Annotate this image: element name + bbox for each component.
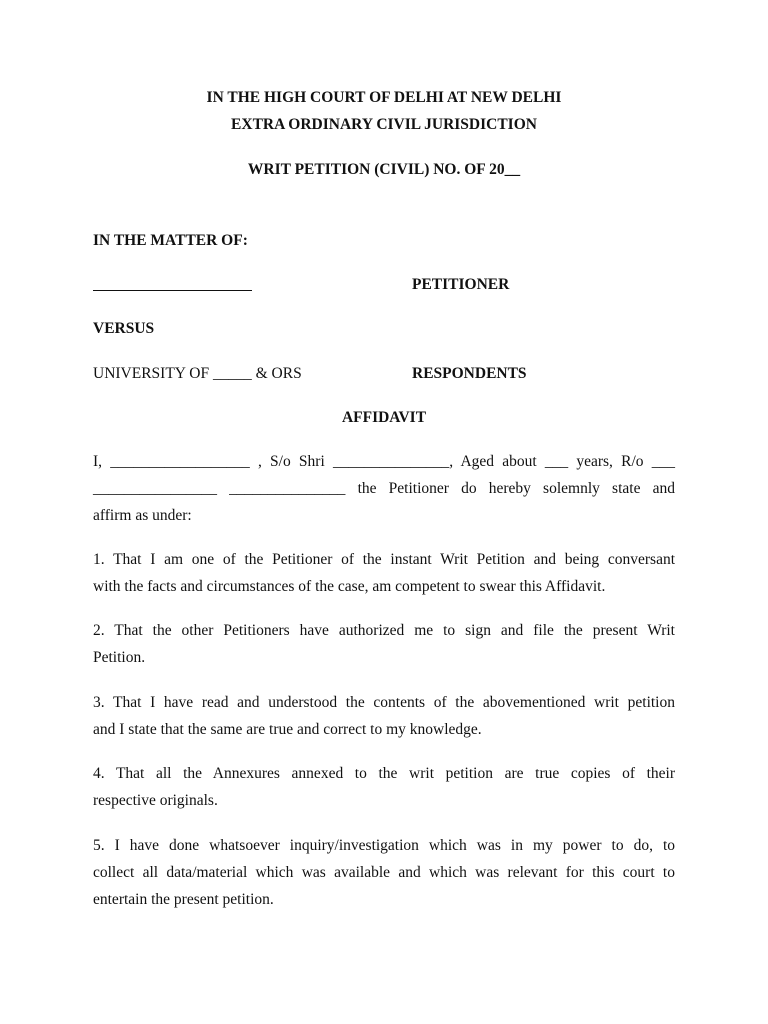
deponent-line: affirm as under: bbox=[93, 507, 192, 524]
respondents-label: RESPONDENTS bbox=[412, 365, 527, 382]
paragraph-line: 2. That the other Petitioners have authorized me to sign and file the present Writ bbox=[93, 622, 675, 639]
versus-label: VERSUS bbox=[93, 320, 155, 337]
paragraph-line: Petition. bbox=[93, 649, 146, 666]
paragraph-line: 3. That I have read and understood the contents of the abovementioned writ petition bbox=[93, 694, 675, 711]
court-name-heading: IN THE HIGH COURT OF DELHI AT NEW DELHI bbox=[206, 89, 562, 106]
paragraph-line: collect all data/material which was available and which was relevant for this court to bbox=[93, 864, 675, 881]
respondent-name: UNIVERSITY OF _____ & ORS bbox=[93, 365, 302, 382]
petitioner-name-blank bbox=[93, 290, 252, 291]
jurisdiction-heading: EXTRA ORDINARY CIVIL JURISDICTION bbox=[231, 116, 537, 133]
deponent-line: I, __________________ , S/o Shri _______________, Aged about ___ years, R/o ___ bbox=[93, 453, 675, 470]
paragraph-line: respective originals. bbox=[93, 792, 218, 809]
paragraph-line: with the facts and circumstances of the case, am competent to swear this Affidavit. bbox=[93, 578, 606, 595]
paragraph-line: and I state that the same are true and correct to my knowledge. bbox=[93, 721, 482, 738]
paragraph-line: 5. I have done whatsoever inquiry/investigation which was in my power to do, to bbox=[93, 837, 675, 854]
deponent-line: ________________ _______________ the Petitioner do hereby solemnly state and bbox=[93, 480, 675, 497]
paragraph-line: 1. That I am one of the Petitioner of the instant Writ Petition and being conversant bbox=[93, 551, 675, 568]
affidavit-title: AFFIDAVIT bbox=[341, 409, 427, 426]
paragraph-line: 4. That all the Annexures annexed to the writ petition are true copies of their bbox=[93, 765, 675, 782]
paragraph-line: entertain the present petition. bbox=[93, 891, 274, 908]
matter-heading: IN THE MATTER OF: bbox=[93, 232, 248, 249]
petitioner-label: PETITIONER bbox=[412, 276, 510, 293]
petition-number-heading: WRIT PETITION (CIVIL) NO. OF 20__ bbox=[247, 161, 521, 178]
